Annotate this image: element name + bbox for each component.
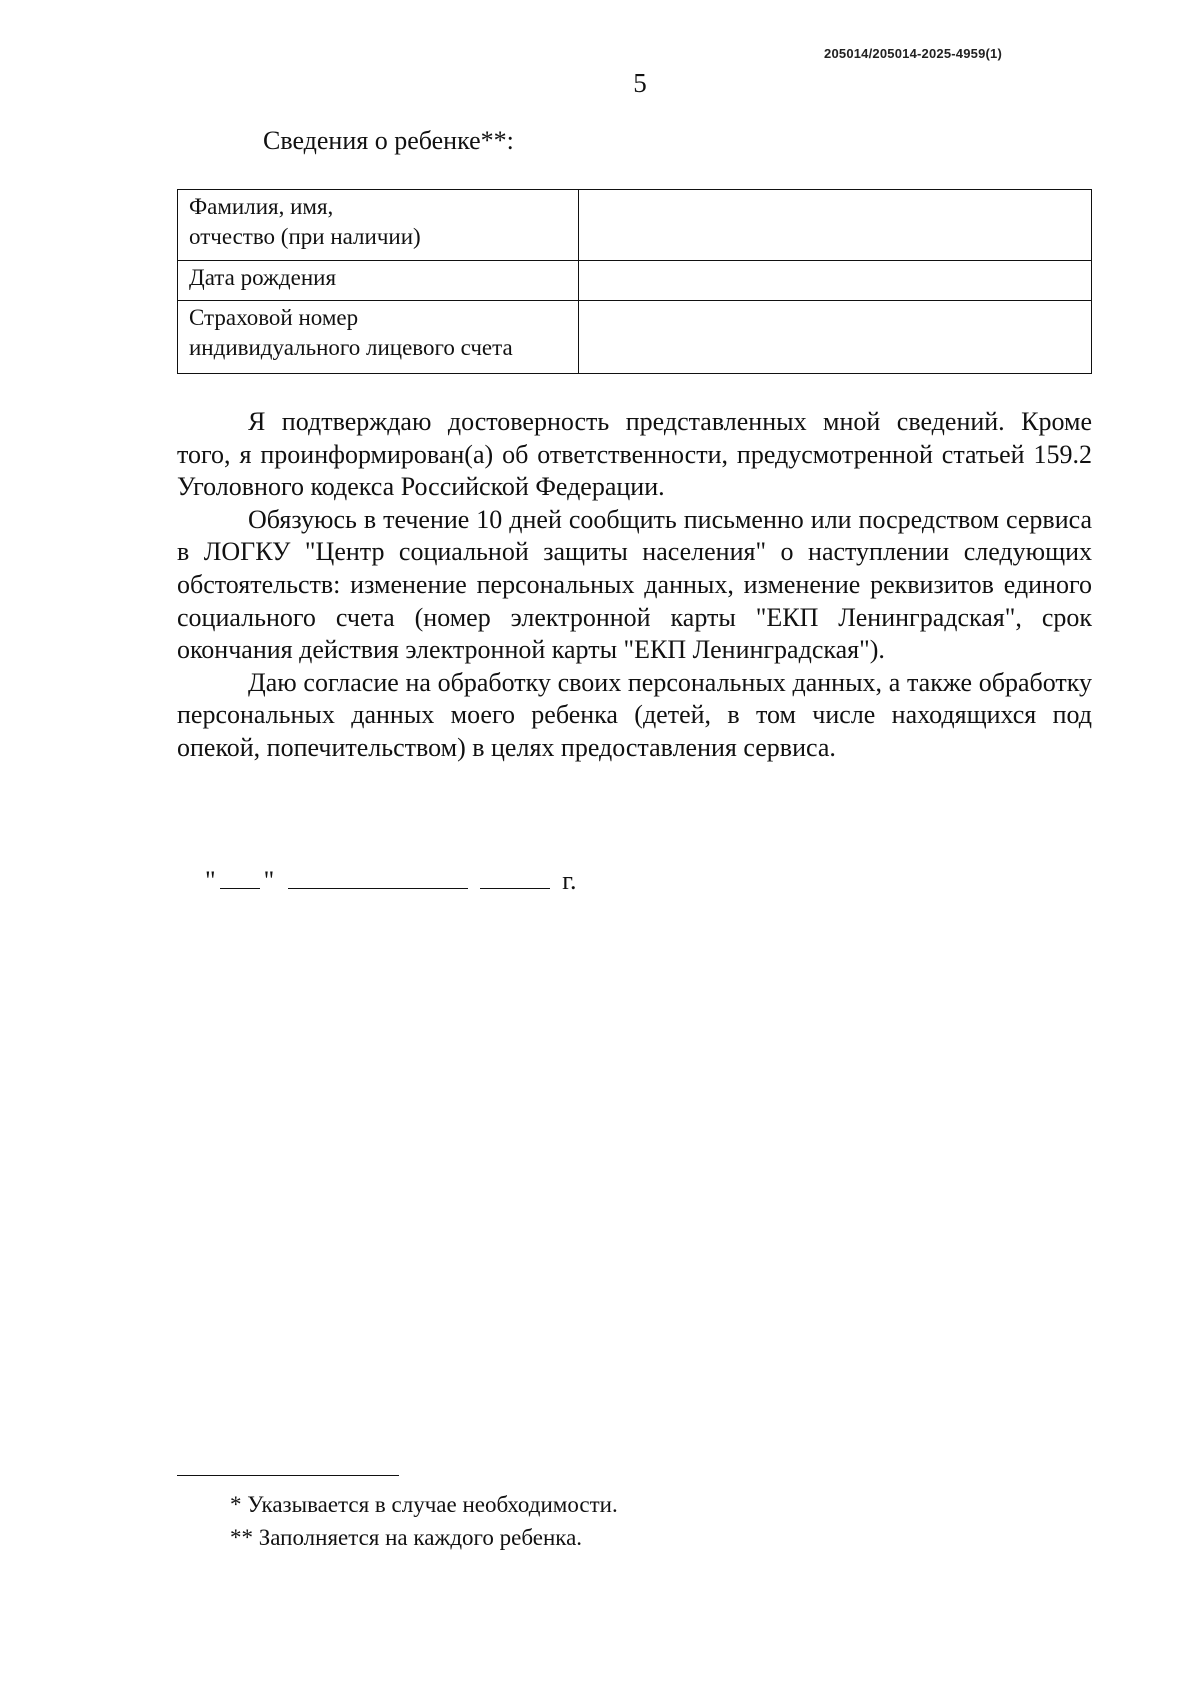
footnote-divider	[177, 1475, 399, 1476]
footnotes	[230, 1488, 618, 1554]
date-day-blank[interactable]	[220, 862, 260, 889]
table-row-snils	[178, 301, 1092, 374]
snils-label-line1: Страховой номер	[189, 305, 359, 330]
child-info-table	[177, 189, 1092, 374]
confirmation-paragraph: Я подтверждаю достоверность представленных мной сведений. Кроме того, я проинформирован(а) об ответственности, предусмотренной статьей 159.2 Уголовного кодекса Российской Федерации.	[177, 407, 1092, 502]
snils-label-line2: индивидуального лицевого счета	[189, 335, 513, 360]
date-line	[205, 862, 576, 896]
birth-date-label	[178, 261, 579, 301]
page-number: 5	[633, 68, 647, 98]
date-year-blank[interactable]	[480, 862, 550, 889]
footnote-1: * Указывается в случае необходимости.	[230, 1492, 618, 1517]
full-name-label	[178, 190, 579, 261]
data-consent-paragraph: Даю согласие на обработку своих персональных данных, а также обработку персональных данных моего ребенка (детей, в том числе находящихся под опекой, попечительством) в целях предоставления сервиса.	[177, 667, 1092, 762]
consent-text	[177, 406, 1092, 765]
date-open-quote: "	[205, 866, 216, 895]
table-row-full-name	[178, 190, 1092, 261]
birth-date-label-line1: Дата рождения	[189, 265, 337, 290]
year-suffix: г.	[562, 866, 577, 895]
date-month-blank[interactable]	[288, 862, 468, 889]
obligation-paragraph: Обязуюсь в течение 10 дней сообщить письменно или посредством сервиса в ЛОГКУ "Центр социальной защиты населения" о наступлении следующих обстоятельств: изменение персональных данных, изменение реквизитов единого социального счета (номер электронной карты "ЕКП Ленинградская", срок окончания действия электронной карты "ЕКП Ленинградская").	[177, 504, 1092, 665]
date-close-quote: "	[263, 866, 275, 895]
full-name-value[interactable]	[579, 190, 1092, 261]
section-heading: Сведения о ребенке**:	[263, 126, 514, 155]
footnote-2: ** Заполняется на каждого ребенка.	[230, 1525, 583, 1550]
table-row-birth-date	[178, 261, 1092, 301]
full-name-label-line2: отчество (при наличии)	[189, 224, 421, 249]
snils-label	[178, 301, 579, 374]
snils-value[interactable]	[579, 301, 1092, 374]
birth-date-value[interactable]	[579, 261, 1092, 301]
document-id: 205014/205014-2025-4959(1)	[824, 46, 1002, 61]
full-name-label-line1: Фамилия, имя,	[189, 194, 334, 219]
